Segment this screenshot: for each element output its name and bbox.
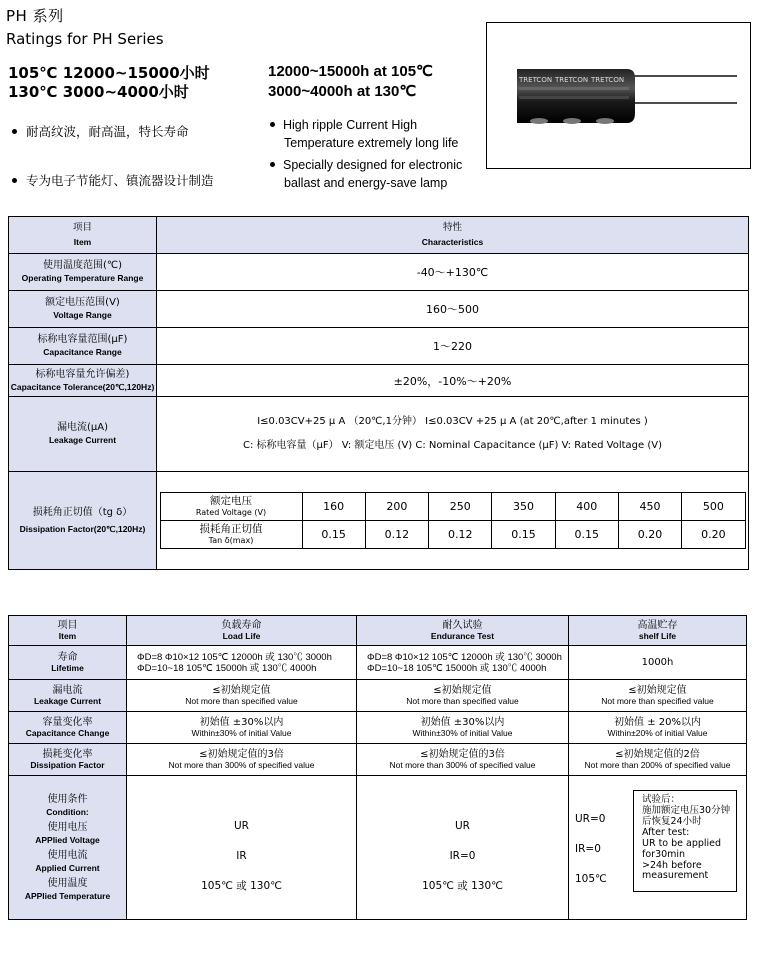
spec-life-cn: 105℃ 12000~15000小时 130℃ 3000~4000小时 (8, 64, 210, 101)
feature-cn-1: 耐高纹波，耐高温，特长寿命 (12, 123, 189, 140)
condition-label: 使用条件 Condition: 使用电压 APPlied Voltage 使用电流 Applied Current 使用温度 APPlied Temperature (9, 776, 127, 920)
tan-delta-label: 损耗角正切值 Tan δ(max) (160, 521, 302, 549)
table-row (9, 397, 749, 472)
load-life-header: 负载寿命 Load Life (127, 616, 357, 646)
voltage-cell: 350 (492, 493, 555, 521)
rated-voltage-row (160, 493, 745, 521)
tan-cell: 0.20 (682, 521, 745, 549)
row-label: 额定电压范围(V) Voltage Range (9, 291, 157, 328)
table-header-row (9, 616, 747, 646)
row-label: 损耗变化率 Dissipation Factor (9, 744, 127, 776)
row-label: 使用温度范围(℃) Operating Temperature Range (9, 254, 157, 291)
endurance-dissfactor: ≤初始规定值的3倍 Not more than 300% of specified value (357, 744, 569, 776)
shelf-lifetime: 1000h (569, 646, 747, 680)
row-label: 漏电流(μA) Leakage Current (9, 397, 157, 472)
characteristics-header: 特性 Characteristics (157, 217, 749, 254)
table-header-row (9, 217, 749, 254)
shelf-values: UR=0 IR=0 105℃ (575, 813, 607, 885)
ratings-table (8, 216, 749, 570)
bullet-icon (270, 162, 275, 167)
table-row (9, 712, 747, 744)
dissipation-table (160, 492, 746, 549)
series-subtitle: Ratings for PH Series (6, 30, 164, 48)
shelf-life-header: 高温贮存 shelf Life (569, 616, 747, 646)
table-row (9, 254, 749, 291)
bullet-icon (270, 122, 275, 127)
row-label: 标称电容量范围(μF) Capacitance Range (9, 328, 157, 365)
load-capchange: 初始值 ±30%以内 Within±30% of initial Value (127, 712, 357, 744)
spec-life-en: 12000~15000h at 105℃ 3000~4000h at 130℃ (268, 63, 433, 100)
capacitor-image (487, 23, 750, 168)
table-row (9, 328, 749, 365)
row-value: 160～500 (157, 291, 749, 328)
tan-cell: 0.12 (429, 521, 492, 549)
endurance-condition: UR IR=0 105℃ 或 130℃ (357, 776, 569, 920)
tan-delta-row (160, 521, 745, 549)
dissipation-cell (157, 472, 749, 570)
table-row (9, 472, 749, 570)
svg-text:TRETCON: TRETCON (555, 76, 589, 84)
endurance-capchange: 初始值 ±30%以内 Within±30% of initial Value (357, 712, 569, 744)
shelf-dissfactor: ≤初始规定值的2倍 Not more than 200% of specified value (569, 744, 747, 776)
table-row (9, 744, 747, 776)
load-dissfactor: ≤初始规定值的3倍 Not more than 300% of specified value (127, 744, 357, 776)
endurance-leakage: ≤初始规定值 Not more than specified value (357, 680, 569, 712)
leakage-formula: I≤0.03CV+25 μ A （20℃,1分钟） I≤0.03CV +25 μ A (at 20℃,after 1 minutes ) C: 标称电容量（μF） V: 额定电压 (V) C: Nominal Capacitance (μF) V: Rated Voltage (V) (157, 397, 749, 472)
load-leakage: ≤初始规定值 Not more than specified value (127, 680, 357, 712)
load-lifetime: ΦD=8 Φ10×12 105℃ 12000h 或 130℃ 3000h ΦD=10~18 105℃ 15000h 或 130℃ 4000h (127, 646, 357, 680)
capacitor-photo (486, 22, 751, 169)
condition-row (9, 776, 747, 920)
voltage-cell: 450 (618, 493, 681, 521)
row-label: 漏电流 Leakage Current (9, 680, 127, 712)
item-header: 项目 Item (9, 217, 157, 254)
endurance-lifetime: ΦD=8 Φ10×12 105℃ 12000h 或 130℃ 3000h ΦD=10~18 105℃ 15000h 或 130℃ 4000h (357, 646, 569, 680)
tan-cell: 0.15 (492, 521, 555, 549)
voltage-cell: 250 (429, 493, 492, 521)
row-value: 1～220 (157, 328, 749, 365)
life-test-table (8, 615, 747, 920)
tan-cell: 0.12 (365, 521, 428, 549)
feature-en-2: Specially designed for electronic ballast and energy-save lamp (270, 156, 462, 192)
row-label: 容量变化率 Capacitance Change (9, 712, 127, 744)
svg-text:TRETCON: TRETCON (519, 76, 553, 84)
row-value: ±20%，-10%～+20% (157, 365, 749, 397)
endurance-header: 耐久试验 Endurance Test (357, 616, 569, 646)
voltage-cell: 500 (682, 493, 745, 521)
row-label: 标称电容量允许偏差) Capacitance Tolerance(20℃,120Hz) (9, 365, 157, 397)
row-label: 损耗角正切值（tg δ） Dissipation Factor(20℃,120Hz) (9, 472, 157, 570)
rated-voltage-label: 额定电压 Rated Voltage (V) (160, 493, 302, 521)
item-header: 项目 Item (9, 616, 127, 646)
table-row (9, 646, 747, 680)
bullet-icon (12, 129, 17, 134)
voltage-cell: 400 (555, 493, 618, 521)
after-test-note: 试验后： 施加额定电压30分钟 后恢复24小时 After test: UR to be applied for30min >24h before measurement (633, 790, 737, 892)
table-row (9, 680, 747, 712)
feature-en-1: High ripple Current High Temperature extremely long life (270, 116, 458, 152)
voltage-cell: 160 (302, 493, 365, 521)
shelf-condition (569, 776, 747, 920)
tan-cell: 0.15 (555, 521, 618, 549)
feature-cn-2: 专为电子节能灯、镇流器设计制造 (12, 172, 214, 189)
tan-cell: 0.20 (618, 521, 681, 549)
voltage-cell: 200 (365, 493, 428, 521)
shelf-capchange: 初始值 ± 20%以内 Within±20% of initial Value (569, 712, 747, 744)
bullet-icon (12, 178, 17, 183)
load-condition: UR IR 105℃ 或 130℃ (127, 776, 357, 920)
shelf-leakage: ≤初始规定值 Not more than specified value (569, 680, 747, 712)
table-row (9, 365, 749, 397)
tan-cell: 0.15 (302, 521, 365, 549)
svg-text:TRETCON: TRETCON (591, 76, 625, 84)
row-label: 寿命 Lifetime (9, 646, 127, 680)
row-value: -40～+130℃ (157, 254, 749, 291)
series-title: PH 系列 (6, 7, 64, 25)
table-row (9, 291, 749, 328)
